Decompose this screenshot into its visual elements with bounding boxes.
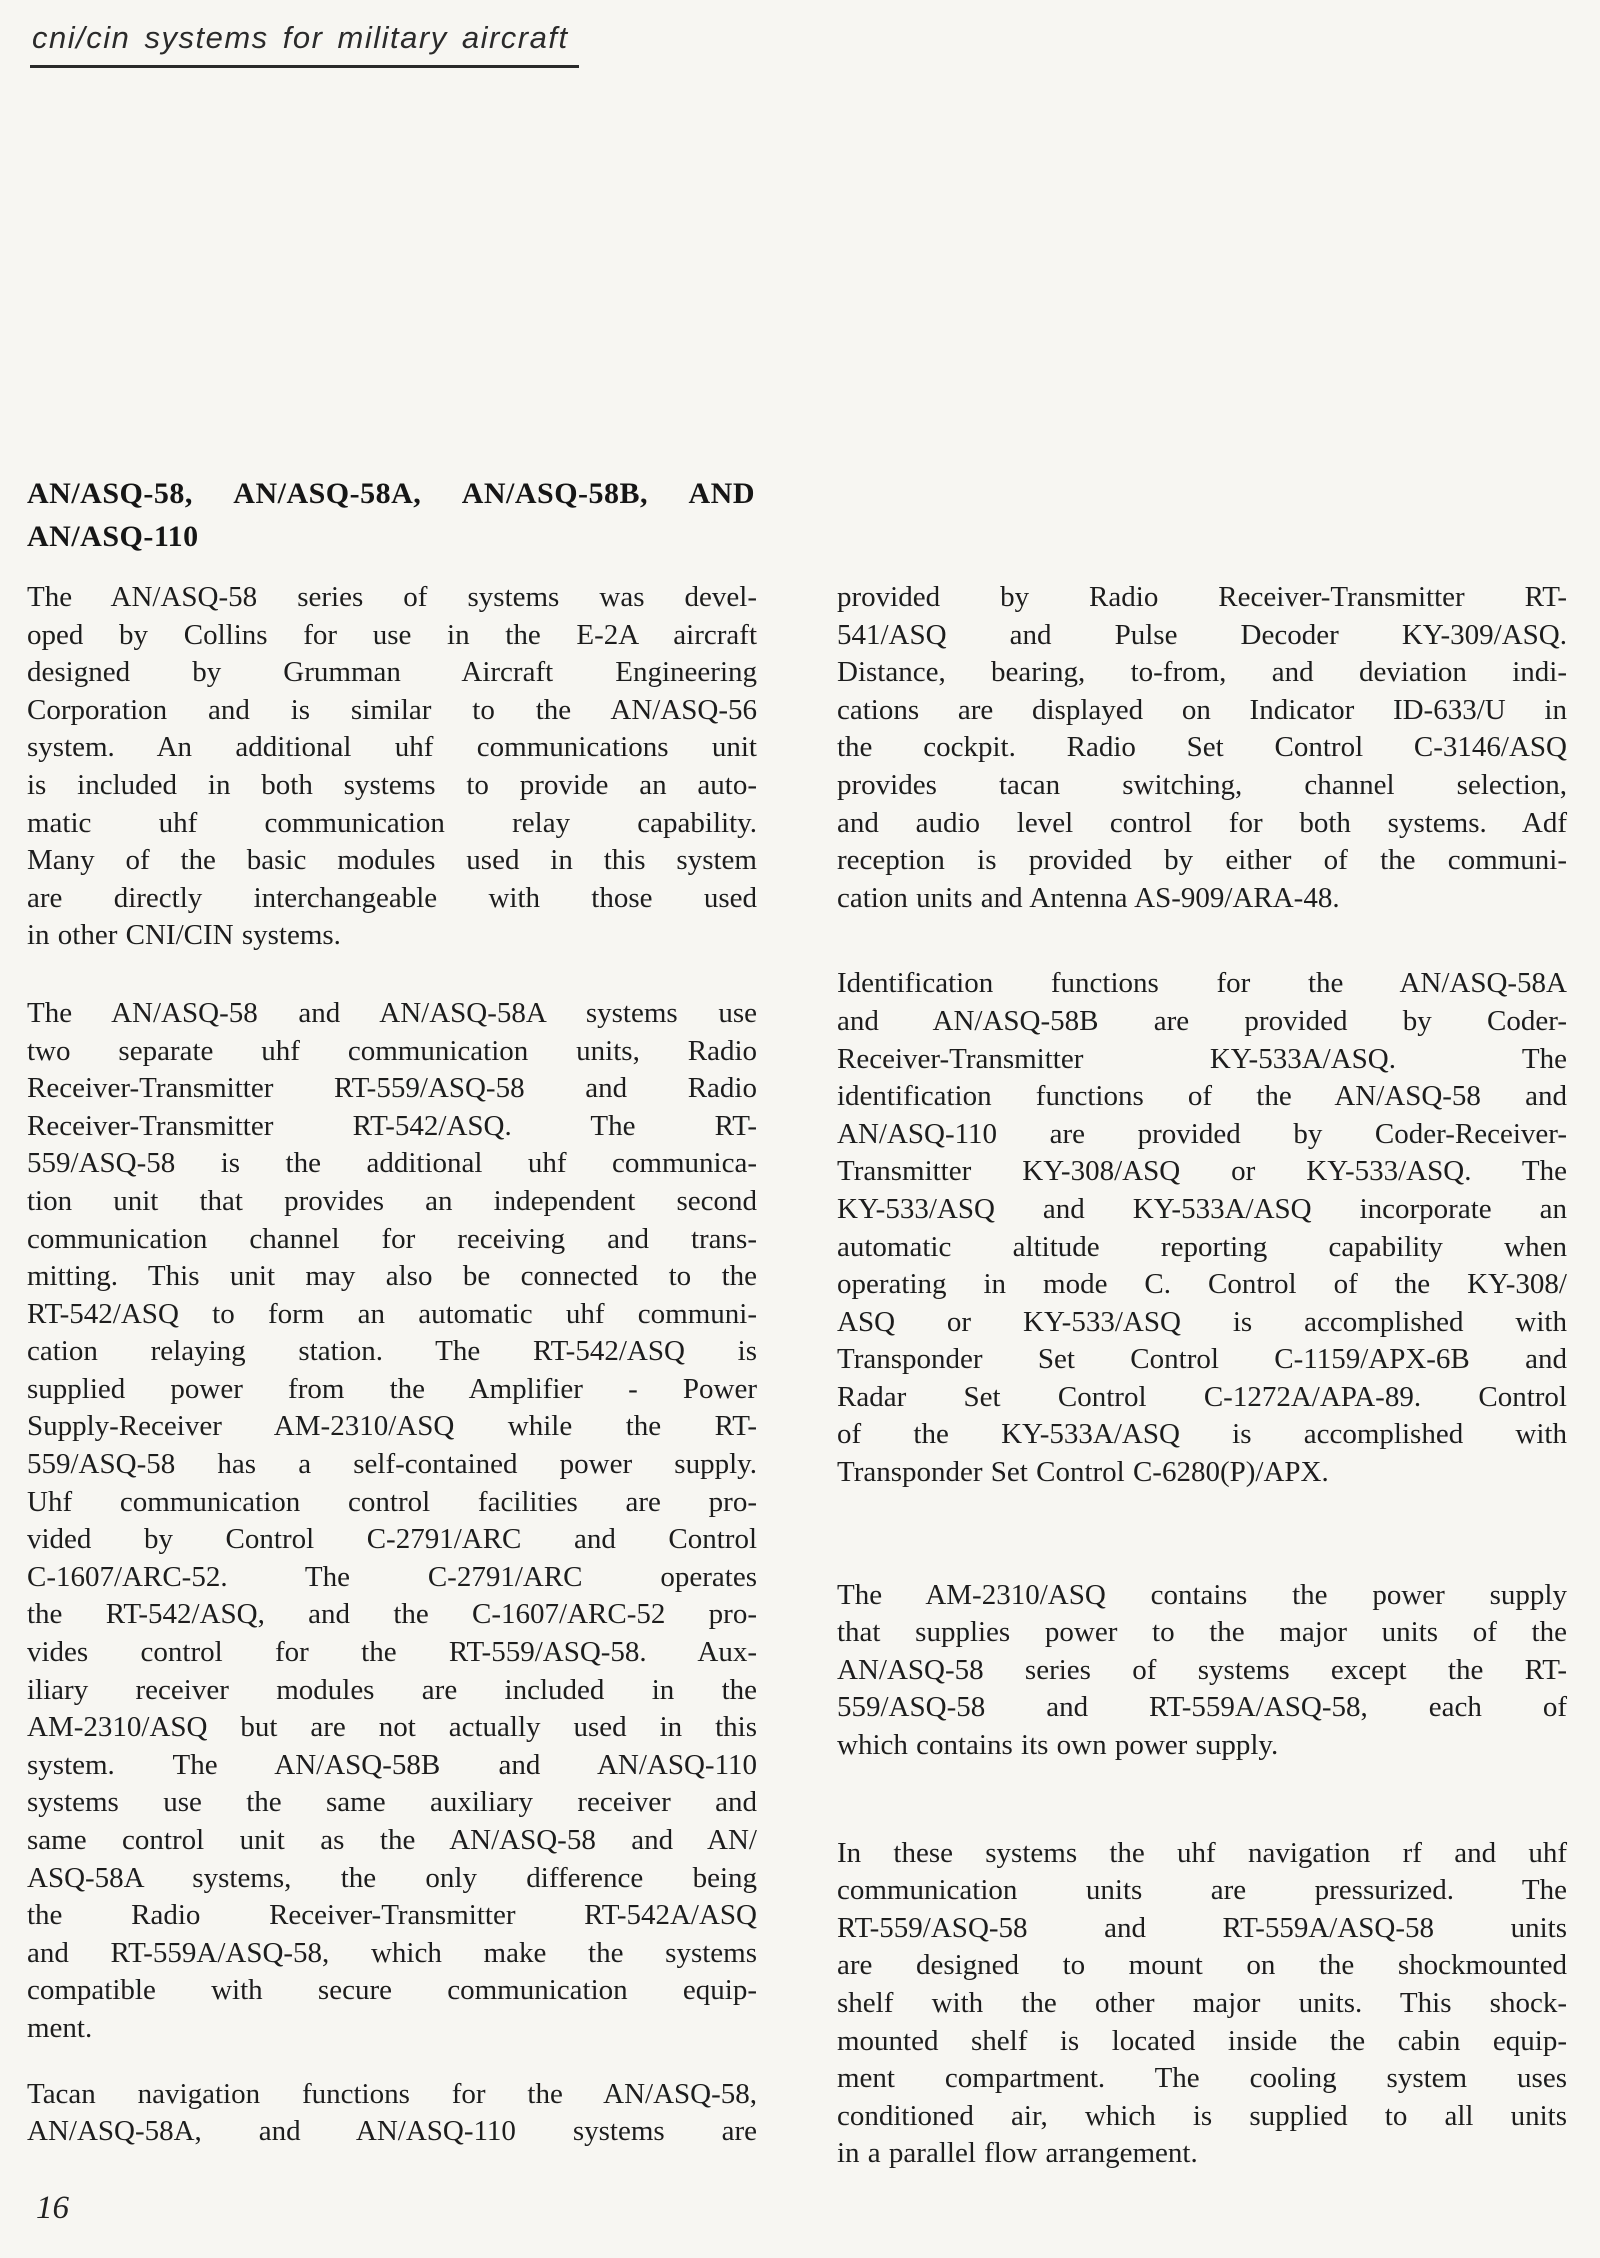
text-line: the RT-542/ASQ, and the C-1607/ARC-52 pro- <box>27 1598 757 1631</box>
text-line: RT-542/ASQ to form an automatic uhf communi- <box>27 1297 757 1330</box>
paragraph <box>27 995 757 2048</box>
paragraph <box>837 965 1567 1491</box>
text-line: cation relaying station. The RT-542/ASQ is <box>27 1335 757 1368</box>
text-line: which contains its own power supply. <box>837 1729 1279 1762</box>
text-line: same control unit as the AN/ASQ-58 and AN/ <box>27 1824 757 1856</box>
right-column <box>837 579 1567 2173</box>
text-line: operating in mode C. Control of the KY-308/ <box>837 1268 1567 1301</box>
text-line: provided by Radio Receiver-Transmitter RT- <box>837 581 1567 613</box>
text-line: system. The AN/ASQ-58B and AN/ASQ-110 <box>27 1748 757 1781</box>
paragraph <box>837 579 1567 917</box>
text-line: two separate uhf communication units, Radio <box>27 1034 757 1067</box>
text-line: Many of the basic modules used in this system <box>27 844 757 877</box>
section-heading-line-1: AN/ASQ-58, AN/ASQ-58A, AN/ASQ-58B, AND <box>27 477 755 510</box>
text-line: in other CNI/CIN systems. <box>27 919 341 952</box>
text-line: vides control for the RT-559/ASQ-58. Aux- <box>27 1636 757 1669</box>
text-line: of the KY-533A/ASQ is accomplished with <box>837 1418 1567 1451</box>
text-line: The AN/ASQ-58 and AN/ASQ-58A systems use <box>27 996 757 1029</box>
text-line: Distance, bearing, to-from, and deviation indi- <box>837 656 1567 689</box>
text-line: and audio level control for both systems. Adf <box>837 806 1567 839</box>
text-line: automatic altitude reporting capability when <box>837 1230 1567 1263</box>
text-line: communication channel for receiving and trans- <box>27 1222 757 1255</box>
text-line: 559/ASQ-58 has a self-contained power supply. <box>27 1448 757 1481</box>
text-line: Corporation and is similar to the AN/ASQ-56 <box>27 693 757 726</box>
text-line: that supplies power to the major units of the <box>837 1616 1567 1649</box>
text-line: are designed to mount on the shockmounted <box>837 1949 1567 1982</box>
section-heading <box>27 472 755 558</box>
text-line: mitting. This unit may also be connected to the <box>27 1260 757 1293</box>
text-line: Receiver-Transmitter KY-533A/ASQ. The <box>837 1042 1567 1075</box>
paragraph <box>27 579 757 955</box>
text-line: Supply-Receiver AM-2310/ASQ while the RT- <box>27 1410 757 1443</box>
text-line: In these systems the uhf navigation rf and uhf <box>837 1836 1567 1869</box>
text-line: the cockpit. Radio Set Control C-3146/ASQ <box>837 731 1567 764</box>
text-line: AM-2310/ASQ but are not actually used in this <box>27 1711 757 1744</box>
text-line: iliary receiver modules are included in the <box>27 1673 757 1706</box>
text-line: ASQ-58A systems, the only difference being <box>27 1861 757 1894</box>
text-line: conditioned air, which is supplied to all units <box>837 2099 1567 2132</box>
text-line: C-1607/ARC-52. The C-2791/ARC operates <box>27 1560 757 1593</box>
text-line: system. An additional uhf communications unit <box>27 731 757 764</box>
text-line: The AN/ASQ-58 series of systems was devel- <box>27 581 757 613</box>
text-line: supplied power from the Amplifier - Power <box>27 1372 757 1405</box>
text-line: reception is provided by either of the communi- <box>837 844 1567 877</box>
text-line: 559/ASQ-58 and RT-559A/ASQ-58, each of <box>837 1691 1567 1724</box>
text-line: and AN/ASQ-58B are provided by Coder- <box>837 1004 1567 1037</box>
text-line: Transponder Set Control C-6280(P)/APX. <box>837 1456 1329 1489</box>
text-line: Identification functions for the AN/ASQ-58A <box>837 967 1567 1000</box>
text-line: KY-533/ASQ and KY-533A/ASQ incorporate an <box>837 1192 1567 1225</box>
text-line: ment compartment. The cooling system uses <box>837 2062 1567 2095</box>
text-line: AN/ASQ-58A, and AN/ASQ-110 systems are <box>27 2115 757 2148</box>
text-line: Tacan navigation functions for the AN/ASQ-58, <box>27 2077 757 2110</box>
text-line: 541/ASQ and Pulse Decoder KY-309/ASQ. <box>837 618 1567 651</box>
text-line: tion unit that provides an independent second <box>27 1184 757 1217</box>
text-line: and RT-559A/ASQ-58, which make the systems <box>27 1936 757 1969</box>
text-line: provides tacan switching, channel selection, <box>837 768 1567 801</box>
page-number: 16 <box>36 2190 69 2226</box>
text-line: Radar Set Control C-1272A/APA-89. Control <box>837 1380 1567 1413</box>
text-line: matic uhf communication relay capability. <box>27 806 757 839</box>
text-line: cations are displayed on Indicator ID-633/U in <box>837 693 1567 726</box>
text-line: ment. <box>27 2011 93 2044</box>
text-line: Receiver-Transmitter RT-559/ASQ-58 and Radio <box>27 1072 757 1105</box>
text-line: compatible with secure communication equip- <box>27 1974 757 2007</box>
text-line: designed by Grumman Aircraft Engineering <box>27 656 757 689</box>
text-line: AN/ASQ-58 series of systems except the RT- <box>837 1653 1567 1686</box>
text-line: Transponder Set Control C-1159/APX-6B and <box>837 1343 1567 1376</box>
text-line: mounted shelf is located inside the cabin equip- <box>837 2024 1567 2057</box>
text-line: oped by Collins for use in the E-2A aircraft <box>27 618 757 651</box>
text-line: 559/ASQ-58 is the additional uhf communica- <box>27 1147 757 1180</box>
text-line: are directly interchangeable with those used <box>27 881 757 914</box>
text-line: RT-559/ASQ-58 and RT-559A/ASQ-58 units <box>837 1911 1567 1944</box>
text-line: the Radio Receiver-Transmitter RT-542A/ASQ <box>27 1899 757 1932</box>
paragraph <box>837 1577 1567 1765</box>
text-line: is included in both systems to provide an auto- <box>27 768 757 801</box>
text-line: identification functions of the AN/ASQ-58 and <box>837 1080 1567 1113</box>
text-line: shelf with the other major units. This shock- <box>837 1987 1567 2019</box>
text-line: AN/ASQ-110 are provided by Coder-Receiver- <box>837 1117 1567 1150</box>
text-line: Receiver-Transmitter RT-542/ASQ. The RT- <box>27 1109 757 1142</box>
text-line: communication units are pressurized. The <box>837 1874 1567 1907</box>
text-line: ASQ or KY-533/ASQ is accomplished with <box>837 1305 1567 1338</box>
text-line: Uhf communication control facilities are pro- <box>27 1485 757 1518</box>
text-line: The AM-2310/ASQ contains the power supply <box>837 1578 1567 1611</box>
text-line: vided by Control C-2791/ARC and Control <box>27 1523 757 1556</box>
text-line: systems use the same auxiliary receiver and <box>27 1786 757 1819</box>
text-line: Transmitter KY-308/ASQ or KY-533/ASQ. The <box>837 1155 1567 1188</box>
section-heading-line-2: AN/ASQ-110 <box>27 520 199 553</box>
left-column <box>27 579 757 2151</box>
paragraph <box>837 1835 1567 2173</box>
text-line: cation units and Antenna AS-909/ARA-48. <box>837 881 1340 914</box>
paragraph <box>27 2076 757 2151</box>
running-header: cni/cin systems for military aircraft <box>30 20 579 68</box>
text-line: in a parallel flow arrangement. <box>837 2137 1198 2170</box>
